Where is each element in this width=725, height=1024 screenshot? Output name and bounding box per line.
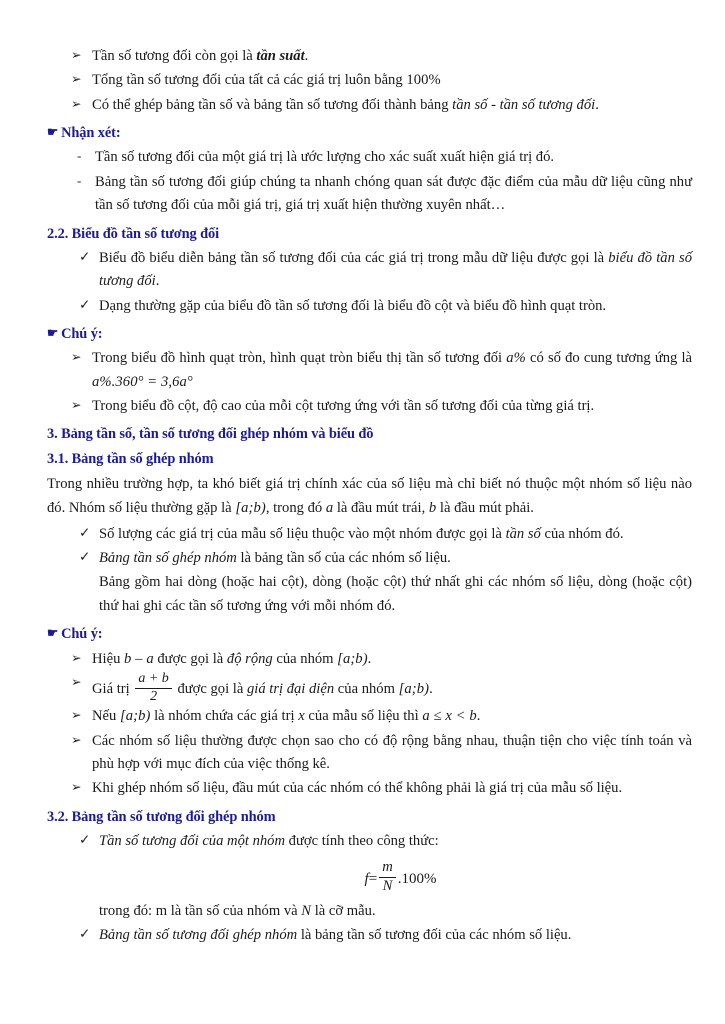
arrow-bullet-icon: ➢ [71,650,82,665]
list-item [47,395,692,418]
section-3-1-list [47,523,692,618]
list-item [47,523,692,546]
list-item-tail: là bảng tần số tương đối của các nhóm số liệu. [297,927,572,944]
list-item-text: Hiệu [92,650,125,667]
list-item [47,69,692,92]
formula-note [99,900,692,923]
paragraph-text-mid2: là đầu mút trái, [333,500,429,517]
chu-y-2-list [47,648,692,801]
check-bullet-icon: ✓ [79,296,91,312]
list-item-mid: được gọi là [173,680,247,697]
list-item-text: Giá trị [92,680,134,697]
inline-math-b-minus-a: b – a [124,650,154,667]
nhan-xet-list [47,146,692,217]
arrow-bullet-icon: ➢ [71,48,82,62]
list-item-text: Bảng tần số tương đối giúp chúng ta nhanh chóng quan sát được đặc điểm của mẫu dữ liệu cũng như tần số tương đối của mỗi giá trị, giá trị xuất hiện thường xuyên nhất… [95,173,692,214]
list-item-text: Tần số tương đối còn gọi là [92,48,257,64]
formula-note-text: trong đó: m là tần số của nhóm và [99,903,302,920]
list-item [47,247,692,294]
list-item-text: Nếu [92,708,120,725]
paragraph-text-mid: , trong đó [265,500,326,517]
list-item [47,94,692,117]
inline-math-arc-formula: a%.360° = 3,6a° [92,373,193,390]
list-item-tail: được tính theo công thức: [285,833,439,850]
check-bullet-icon: ✓ [79,248,91,264]
list-item-emphasis: Bảng tần số ghép nhóm [99,550,237,567]
arrow-bullet-icon: ➢ [71,96,82,111]
inline-math-inequality: a ≤ x < b [422,708,477,725]
check-bullet-icon: ✓ [79,524,91,540]
dash-bullet-icon: - [77,172,82,188]
list-item-mid2: của nhóm [272,650,338,667]
list-item-tail: . [429,680,433,697]
list-item-text: Trong biểu đồ hình quạt tròn, hình quạt tròn biểu thị tần số tương đối [92,350,507,367]
list-item-text: Có thể ghép bảng tần số và bảng tần số tương đối thành bảng [92,96,453,113]
list-item-mid2: của mẫu số liệu thì [304,708,423,725]
formula-equals: = [368,871,378,888]
list-item-text: Dạng thường gặp của biểu đồ tần số tương đối là biểu đồ cột và biểu đồ hình quạt tròn. [99,297,607,314]
inline-fraction-representative-value [135,672,171,704]
list-item-subline: Bảng gồm hai dòng (hoặc hai cột), dòng (hoặc cột) thứ nhất ghi các nhóm số liệu, dòng (hoặc cột) thứ hai ghi các tần số tương ứng với mỗi nhóm đó. [99,574,692,614]
check-bullet-icon: ✓ [79,549,91,565]
list-item-tail: . [367,650,372,667]
formula-fraction [379,860,396,894]
inline-math-interval: [a;b) [119,708,151,725]
arrow-bullet-icon: ➢ [71,350,82,365]
list-item-emphasis: Bảng tần số tương đối ghép nhóm [99,927,298,944]
list-item [47,547,692,618]
list-item-text: Tần số tương đối của một giá trị là ước lượng cho xác suất xuất hiện giá trị đó. [95,149,555,166]
list-item-emphasis: tần số [505,525,541,542]
list-item-mid: có số đo cung tương ứng là [525,350,693,367]
section-3-heading: 3. Bảng tần số, tần số tương đối ghép nhóm và biểu đồ [47,426,374,443]
list-item [47,730,692,777]
formula-lhs: f [364,871,369,888]
nhan-xet-heading [47,123,692,143]
list-item [47,830,692,923]
hand-pointer-icon: ☛ [47,326,59,340]
list-item-mid2: của nhóm [334,680,399,697]
inline-math-var-b: b [428,500,437,517]
list-item [47,146,692,169]
top-arrow-list [47,45,692,117]
fraction-numerator: m [382,859,393,876]
list-item [47,672,692,704]
list-item-emphasis: Tần số tương đối của một nhóm [99,833,286,850]
hand-pointer-icon: ☛ [47,125,59,140]
list-item-emphasis: tần suất [256,48,305,64]
list-item-text: Tổng tần số tương đối của tất cả các giá trị luôn bằng [92,72,407,89]
list-item [47,924,692,947]
inline-math-var-N: N [301,903,312,920]
arrow-bullet-icon: ➢ [71,674,82,689]
nhan-xet-heading-label: Nhận xét: [61,125,121,142]
arrow-bullet-icon: ➢ [71,398,82,413]
arrow-bullet-icon: ➢ [71,708,82,723]
list-item-mid: được gọi là [153,650,227,667]
section-3-2-list [47,830,692,948]
list-item-text: Các nhóm số liệu thường được chọn sao cho có độ rộng bằng nhau, thuận tiện cho việc tính toán và phù hợp với mục đích của việc thống kê. [92,732,692,772]
formula-note-tail: là cỡ mẫu. [311,903,376,920]
list-item-mid: là nhóm chứa các giá trị [150,708,299,725]
list-item [47,347,692,394]
inline-math-interval: [a;b) [337,650,368,667]
list-item-emphasis: độ rộng [226,650,273,667]
list-item [47,45,692,68]
chu-y-2-heading [47,624,692,644]
list-item-emphasis: biểu đồ tần số tương đối [99,249,692,290]
paragraph-text: Trong nhiều trường hợp, ta khó biết giá trị chính xác của số liệu mà chỉ biết nó thuộc một nhóm số liệu nào đó. Nhóm số liệu thường gặp là [47,476,692,517]
list-item-tail: là bảng tần số của các nhóm số liệu. [236,550,451,567]
section-3-2-heading: 3.2. Bảng tần số tương đối ghép nhóm [47,808,276,825]
chu-y-1-list [47,347,692,418]
list-item-emphasis: tần số - tần số tương đối [452,96,596,113]
fraction-numerator: a + b [138,670,169,686]
inline-math-interval: [a;b) [235,500,266,517]
list-item [47,777,692,800]
inline-math-a-percent: a% [506,350,526,367]
hand-pointer-icon: ☛ [47,626,59,641]
list-item [47,171,692,218]
arrow-bullet-icon: ➢ [71,780,82,795]
arrow-bullet-icon: ➢ [71,732,82,747]
dash-bullet-icon: - [77,148,82,164]
section-2-2-heading: 2.2. Biểu đồ tần số tương đối [47,225,220,242]
document-content [47,44,692,949]
inline-math-var-x: x [298,708,305,725]
paragraph-text-tail: là đầu mút phải. [436,500,534,517]
fraction-denominator: N [379,877,396,894]
section-3-1-heading: 3.1. Bảng tần số ghép nhóm [47,450,214,467]
list-item [47,705,692,728]
formula-tail: .100% [397,871,437,888]
inline-math-var-a: a [325,500,334,517]
list-item-text: Số lượng các giá trị của mẫu số liệu thuộc vào một nhóm được gọi là [99,525,506,542]
chu-y-1-heading-label: Chú ý: [61,326,103,342]
list-item-emphasis: giá trị đại diện [246,680,335,697]
list-item [47,295,692,318]
list-item-tail: . [476,708,481,725]
section-3-1-paragraph [47,473,692,520]
list-item-text: Biểu đồ biểu diễn bảng tần số tương đối của các giá trị trong mẫu dữ liệu được gọi là [99,249,609,266]
chu-y-2-heading-label: Chú ý: [61,626,103,643]
list-item-value: 100% [406,72,441,89]
chu-y-1-heading [47,324,692,344]
check-bullet-icon: ✓ [79,926,91,942]
relative-frequency-formula [99,860,692,894]
inline-math-interval: [a;b) [398,680,430,697]
list-item-tail: của nhóm đó. [540,525,624,542]
list-item-text: Khi ghép nhóm số liệu, đầu mút của các nhóm có thể không phải là giá trị của mẫu số liệu. [92,780,623,797]
list-item-tail: . [304,48,309,64]
list-item-tail: . [155,273,160,290]
list-item [47,648,692,671]
check-bullet-icon: ✓ [79,832,91,848]
arrow-bullet-icon: ➢ [71,72,82,87]
list-item-text: Trong biểu đồ cột, độ cao của mỗi cột tương ứng với tần số tương đối của từng giá trị. [92,398,595,415]
fraction-denominator: 2 [135,688,171,705]
section-2-2-list [47,247,692,318]
list-item-tail: . [595,96,599,113]
